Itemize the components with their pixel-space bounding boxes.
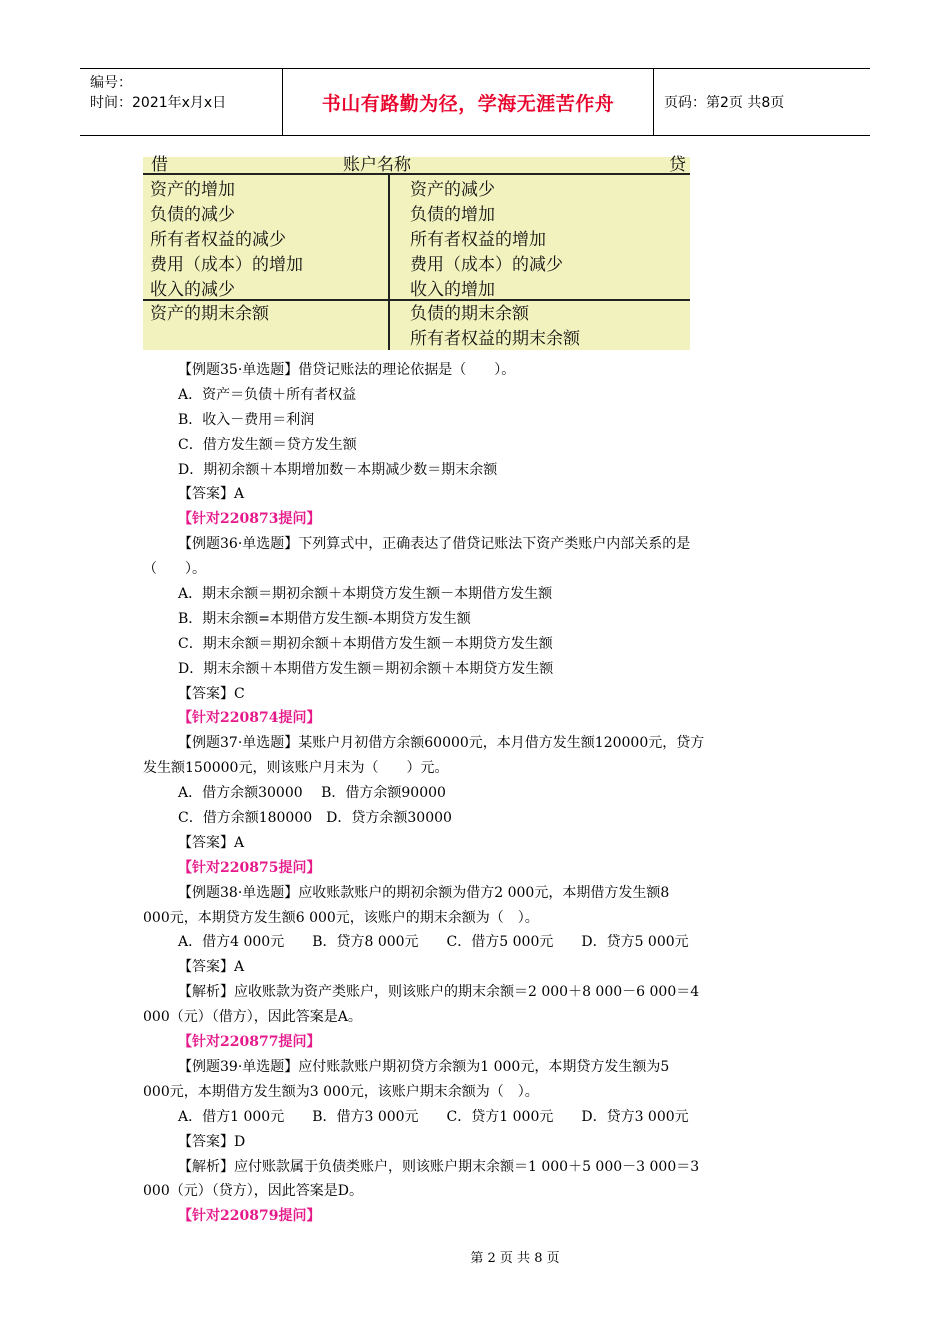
debit-label: 借 — [151, 155, 168, 175]
answer: 【答案】A — [178, 959, 245, 976]
explanation: 【解析】应付账款属于负债类账户，则该账户期末余额＝1 000＋5 000－3 000＝3 — [178, 1158, 700, 1175]
answer: 【答案】C — [178, 685, 245, 702]
options-cd: C．借方余额180000 D．贷方余额30000 — [178, 810, 452, 827]
t-account-header — [143, 157, 690, 175]
options-ab: A．借方余额30000 B．借方余额90000 — [178, 785, 446, 802]
credit-row: 所有者权益的增加 — [410, 230, 546, 250]
ask-question-link[interactable]: 【针对220875提问】 — [178, 859, 321, 876]
answer: 【答案】D — [178, 1133, 246, 1150]
header-motto: 书山有路勤为径，学海无涯苦作舟 — [282, 69, 654, 135]
question-38-stem-cont: 000元，本期贷方发生额6 000元，该账户的期末余额为（ ）。 — [143, 909, 539, 926]
debit-row: 所有者权益的减少 — [150, 230, 286, 250]
options: A．借方1 000元 B．借方3 000元 C．贷方1 000元 D．贷方3 000元 — [178, 1108, 689, 1125]
page-footer: 第 2 页 共 8 页 — [470, 1251, 560, 1266]
option-a: A．期末余额＝期初余额＋本期贷方发生额－本期借方发生额 — [178, 586, 553, 603]
question-35-stem: 【例题35·单选题】借贷记账法的理论依据是（ ）。 — [178, 362, 516, 378]
ask-question-link[interactable]: 【针对220877提问】 — [178, 1034, 321, 1051]
t-account-divider — [388, 175, 390, 350]
debit-balance — [150, 302, 269, 327]
credit-label: 贷 — [669, 155, 686, 175]
option-d: D．期初余额＋本期增加数－本期减少数＝期末余额 — [178, 461, 498, 478]
question-37-stem: 【例题37·单选题】某账户月初借方余额60000元，本月借方发生额120000元，贷方 — [178, 735, 705, 752]
credit-row: 费用（成本）的减少 — [410, 255, 563, 275]
option-b: B．收入－费用＝利润 — [178, 411, 315, 428]
debit-column — [150, 178, 303, 303]
question-38-stem: 【例题38·单选题】应收账款账户的期初余额为借方2 000元，本期借方发生额8 — [178, 884, 670, 901]
debit-row: 收入的减少 — [150, 280, 235, 300]
credit-row: 负债的增加 — [410, 205, 495, 225]
t-account-figure — [143, 157, 690, 350]
question-39-stem-cont: 000元，本期借方发生额为3 000元，该账户期末余额为（ ）。 — [143, 1083, 539, 1100]
explanation: 【解析】应收账款为资产类账户，则该账户的期末余额＝2 000＋8 000－6 000＝4 — [178, 984, 700, 1001]
page-header — [80, 68, 870, 136]
account-name-label: 账户名称 — [343, 155, 411, 175]
option-a: A．资产＝负债＋所有者权益 — [178, 386, 357, 403]
serial-label: 编号： — [90, 75, 132, 91]
explanation-cont: 000（元）（借方），因此答案是A。 — [143, 1009, 362, 1026]
document-body — [143, 358, 813, 1229]
option-c: C．借方发生额＝贷方发生额 — [178, 436, 357, 453]
option-c: C．期末余额＝期初余额＋本期借方发生额－本期贷方发生额 — [178, 635, 553, 652]
options: A．借方4 000元 B．贷方8 000元 C．借方5 000元 D．贷方5 000元 — [178, 934, 689, 951]
header-meta — [80, 69, 282, 135]
question-39-stem: 【例题39·单选题】应付账款账户期初贷方余额为1 000元，本期贷方发生额为5 — [178, 1058, 670, 1075]
option-b: B．期末余额=本期借方发生额-本期贷方发生额 — [178, 610, 471, 627]
time-label: 时间：2021年x月x日 — [90, 95, 227, 111]
question-36-stem-cont: （ ）。 — [143, 561, 206, 578]
credit-row: 资产的减少 — [410, 180, 495, 200]
debit-row: 资产的增加 — [150, 180, 235, 200]
credit-column — [410, 178, 563, 303]
debit-row: 负债的减少 — [150, 205, 235, 225]
ask-question-link[interactable]: 【针对220879提问】 — [178, 1208, 321, 1225]
credit-balance — [410, 302, 580, 352]
debit-balance-row: 资产的期末余额 — [150, 304, 269, 324]
header-page-label: 页码：第2页 共8页 — [664, 95, 785, 111]
question-36-stem: 【例题36·单选题】下列算式中，正确表达了借贷记账法下资产类账户内部关系的是 — [178, 536, 691, 553]
option-d: D．期末余额＋本期借方发生额＝期初余额＋本期贷方发生额 — [178, 660, 554, 677]
question-37-stem-cont: 发生额150000元，则该账户月末为（ ）元。 — [143, 760, 449, 777]
ask-question-link[interactable]: 【针对220873提问】 — [178, 511, 321, 528]
answer: 【答案】A — [178, 834, 245, 851]
credit-row: 收入的增加 — [410, 280, 495, 300]
credit-balance-row: 负债的期末余额 — [410, 304, 529, 324]
answer: 【答案】A — [178, 486, 245, 503]
credit-balance-row: 所有者权益的期末余额 — [410, 329, 580, 349]
explanation-cont: 000（元）（贷方），因此答案是D。 — [143, 1183, 363, 1200]
debit-row: 费用（成本）的增加 — [150, 255, 303, 275]
ask-question-link[interactable]: 【针对220874提问】 — [178, 710, 321, 727]
